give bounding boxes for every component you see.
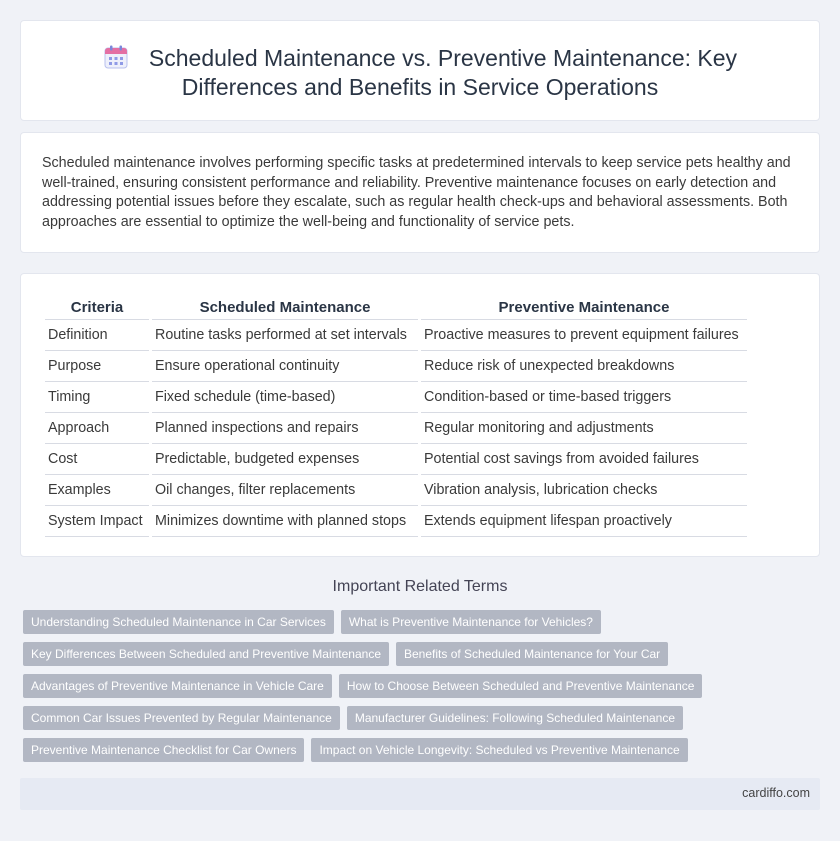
table-row	[45, 351, 747, 382]
related-term-tag[interactable]: Impact on Vehicle Longevity: Scheduled vs Preventive Maintenance	[311, 738, 687, 762]
comparison-card	[20, 273, 820, 557]
table-row	[45, 506, 747, 537]
row-criteria: System Impact	[45, 506, 149, 537]
related-term-tag[interactable]: Common Car Issues Prevented by Regular Maintenance	[23, 706, 340, 730]
row-scheduled: Fixed schedule (time-based)	[152, 382, 418, 413]
table-row	[45, 320, 747, 351]
row-scheduled: Ensure operational continuity	[152, 351, 418, 382]
row-criteria: Definition	[45, 320, 149, 351]
related-term-tag[interactable]: Understanding Scheduled Maintenance in Car Services	[23, 610, 334, 634]
footer-site-link[interactable]: cardiffo.com	[742, 786, 810, 800]
row-scheduled: Predictable, budgeted expenses	[152, 444, 418, 475]
calendar-icon	[103, 44, 129, 70]
related-term-tag[interactable]: Key Differences Between Scheduled and Preventive Maintenance	[23, 642, 389, 666]
intro-card	[20, 132, 820, 253]
related-terms-title: Important Related Terms	[332, 578, 508, 595]
row-scheduled: Planned inspections and repairs	[152, 413, 418, 444]
table-row	[45, 413, 747, 444]
row-preventive: Regular monitoring and adjustments	[421, 413, 747, 444]
header-card	[20, 20, 820, 121]
table-header-row	[45, 295, 747, 320]
row-criteria: Timing	[45, 382, 149, 413]
row-criteria: Examples	[45, 475, 149, 506]
related-term-tag[interactable]: Preventive Maintenance Checklist for Car Owners	[23, 738, 304, 762]
intro-paragraph: Scheduled maintenance involves performing specific tasks at predetermined intervals to keep service pets healthy and well-trained, ensuring consistent performance and reliability. Preventive maintenance focuses on early detection and addressing potential issues before they escalate, such as regular health check-ups and behavioral assessments. Both approaches are essential to optimize the well-being and functionality of service pets.	[42, 155, 791, 230]
row-criteria: Purpose	[45, 351, 149, 382]
table-row	[45, 382, 747, 413]
header-preventive: Preventive Maintenance	[421, 295, 747, 320]
row-preventive: Proactive measures to prevent equipment failures	[421, 320, 747, 351]
footer	[20, 778, 820, 810]
header-criteria: Criteria	[45, 295, 149, 320]
row-scheduled: Oil changes, filter replacements	[152, 475, 418, 506]
row-scheduled: Routine tasks performed at set intervals	[152, 320, 418, 351]
table-row	[45, 444, 747, 475]
header-scheduled: Scheduled Maintenance	[152, 295, 418, 320]
related-terms-list	[23, 610, 823, 770]
row-criteria: Cost	[45, 444, 149, 475]
row-preventive: Potential cost savings from avoided failures	[421, 444, 747, 475]
related-term-tag[interactable]: Advantages of Preventive Maintenance in Vehicle Care	[23, 674, 332, 698]
table-row	[45, 475, 747, 506]
related-term-tag[interactable]: What is Preventive Maintenance for Vehicles?	[341, 610, 601, 634]
row-preventive: Vibration analysis, lubrication checks	[421, 475, 747, 506]
title-line-2: Differences and Benefits in Service Operations	[181, 74, 659, 100]
row-preventive: Extends equipment lifespan proactively	[421, 506, 747, 537]
row-criteria: Approach	[45, 413, 149, 444]
comparison-table	[42, 295, 750, 537]
related-term-tag[interactable]: How to Choose Between Scheduled and Preventive Maintenance	[339, 674, 703, 698]
page-title	[21, 44, 819, 102]
row-preventive: Reduce risk of unexpected breakdowns	[421, 351, 747, 382]
related-term-tag[interactable]: Benefits of Scheduled Maintenance for Your Car	[396, 642, 668, 666]
row-scheduled: Minimizes downtime with planned stops	[152, 506, 418, 537]
row-preventive: Condition-based or time-based triggers	[421, 382, 747, 413]
related-term-tag[interactable]: Manufacturer Guidelines: Following Scheduled Maintenance	[347, 706, 683, 730]
title-line-1: Scheduled Maintenance vs. Preventive Maintenance: Key	[148, 45, 738, 71]
